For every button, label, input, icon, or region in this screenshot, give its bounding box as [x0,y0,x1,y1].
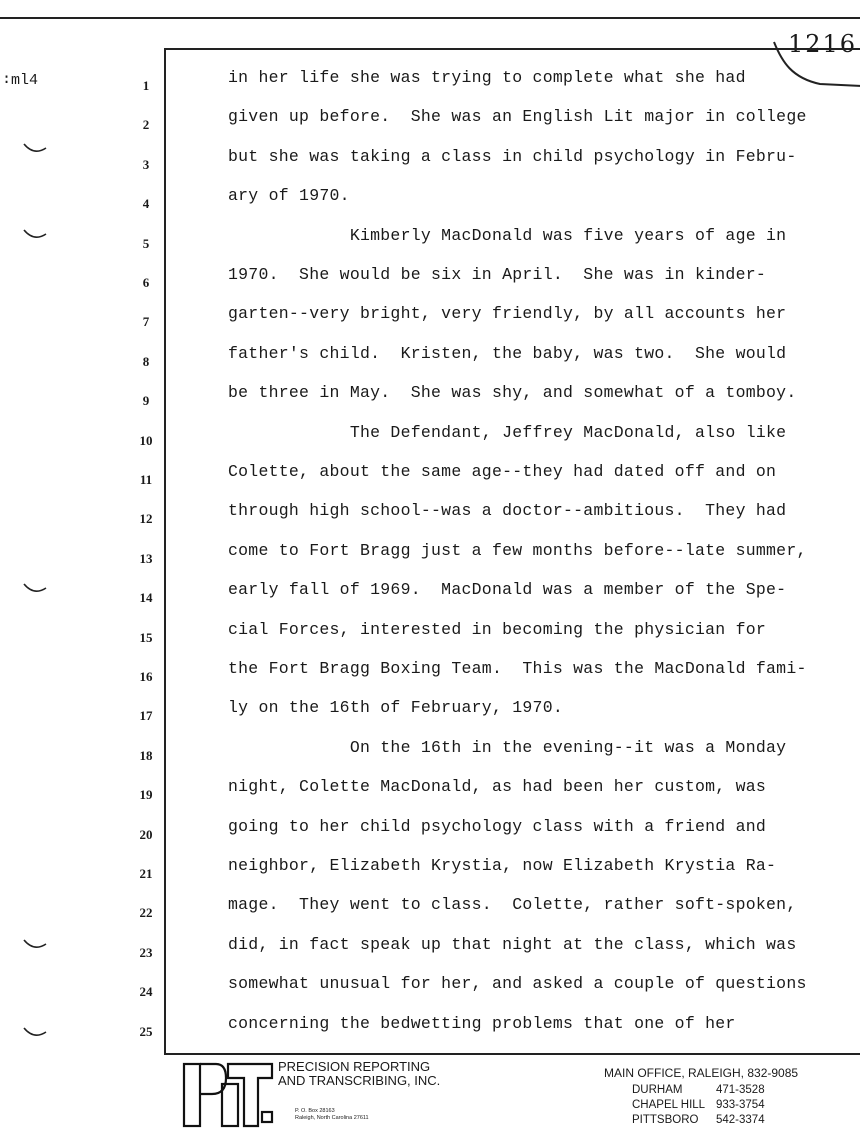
line-number: 15 [139,629,153,645]
page-number: 1216 [788,30,858,58]
office-city: DURHAM [632,1084,683,1096]
transcript-line: garten--very bright, very friendly, by all accounts her [228,304,787,324]
transcript-line: father's child. Kristen, the baby, was two. She would [228,343,787,363]
line-number: 12 [139,511,153,527]
office-city: PITTSBORO [632,1114,699,1126]
line-number: 13 [139,550,153,566]
company-address [295,1108,369,1122]
line-number: 4 [142,196,150,212]
office-phone: 542-3374 [716,1114,765,1126]
pt-logo [182,1060,274,1130]
main-office: MAIN OFFICE, RALEIGH, 832-9085 [604,1066,799,1080]
transcript-line: somewhat unusual for her, and asked a couple of questions [228,974,807,994]
line-number: 14 [139,590,153,606]
company-name [278,1060,440,1088]
margin-mark [22,580,48,598]
transcript-line: through high school--was a doctor--ambitious. They had [228,501,787,521]
line-number: 10 [139,432,153,448]
transcript-line: cial Forces, interested in becoming the physician for [228,619,767,639]
office-phone: 933-3754 [716,1099,765,1111]
company-line-2: AND TRANSCRIBING, INC. [278,1073,441,1088]
margin-mark [22,936,48,954]
transcript-line: in her life she was trying to complete what she had [228,68,746,87]
office-row [632,1084,765,1096]
line-number: 8 [142,353,150,369]
transcript-line: concerning the bedwetting problems that one of her [228,1013,736,1033]
line-number: 1 [142,78,150,93]
side-code: ∶ml4 [2,72,39,89]
transcript-line: neighbor, Elizabeth Krystia, now Elizabeth Krystia Ra- [228,856,777,875]
transcript-line: On the 16th in the evening--it was a Monday [228,737,787,757]
line-number: 21 [139,866,153,881]
line-number: 3 [142,156,150,172]
transcript-line: given up before. She was an English Lit major in college [228,107,807,127]
transcript-line: be three in May. She was shy, and somewhat of a tomboy. [228,383,797,403]
office-row [632,1099,765,1111]
transcript-line: early fall of 1969. MacDonald was a member of the Spe- [228,580,787,600]
top-rule [0,0,860,19]
transcript-line: Colette, about the same age--they had dated off and on [228,462,777,481]
line-number: 2 [142,117,150,133]
office-row [632,1114,765,1126]
margin-mark [22,226,48,244]
line-number: 11 [139,472,153,487]
transcript-line: mage. They went to class. Colette, rather soft-spoken, [228,895,797,915]
line-number: 16 [139,669,153,684]
line-number: 7 [142,314,150,330]
office-city: CHAPEL HILL [632,1099,706,1111]
margin-mark [22,1024,48,1042]
line-number: 17 [139,708,153,724]
line-number: 19 [139,787,153,803]
transcript-line: ary of 1970. [228,186,350,206]
page-corner-curl [770,40,860,100]
margin-mark [22,140,48,158]
transcript-line: but she was taking a class in child psychology in Febru- [228,146,797,166]
office-phone: 471-3528 [716,1084,765,1096]
line-number: 6 [142,275,150,290]
line-number: 9 [142,393,150,409]
transcript-line: Kimberly MacDonald was five years of age in [228,225,787,245]
company-line-1: PRECISION REPORTING [278,1059,431,1074]
line-number: 20 [139,826,153,842]
line-number: 22 [139,905,153,921]
line-number: 23 [139,944,153,960]
address-line-1: P. O. Box 28163 [295,1108,335,1114]
transcript-line: come to Fort Bragg just a few months before--late summer, [228,540,807,560]
transcript-line: going to her child psychology class with a friend and [228,816,767,836]
transcript-line: the Fort Bragg Boxing Team. This was the MacDonald fami- [228,659,807,678]
transcript-line: night, Colette MacDonald, as had been her custom, was [228,777,767,797]
svg-text:P&T: P&T [182,1060,184,1061]
line-number: 25 [139,1023,153,1039]
line-number: 5 [142,235,150,251]
line-number: 24 [139,984,153,1000]
transcript-line: 1970. She would be six in April. She was in kinder- [228,265,767,284]
address-line-2: Raleigh, North Carolina 27611 [295,1115,369,1121]
line-number: 18 [139,747,153,763]
transcript-line: ly on the 16th of February, 1970. [228,698,564,718]
transcript-line: The Defendant, Jeffrey MacDonald, also like [228,422,787,442]
transcript-line: did, in fact speak up that night at the class, which was [228,934,797,954]
